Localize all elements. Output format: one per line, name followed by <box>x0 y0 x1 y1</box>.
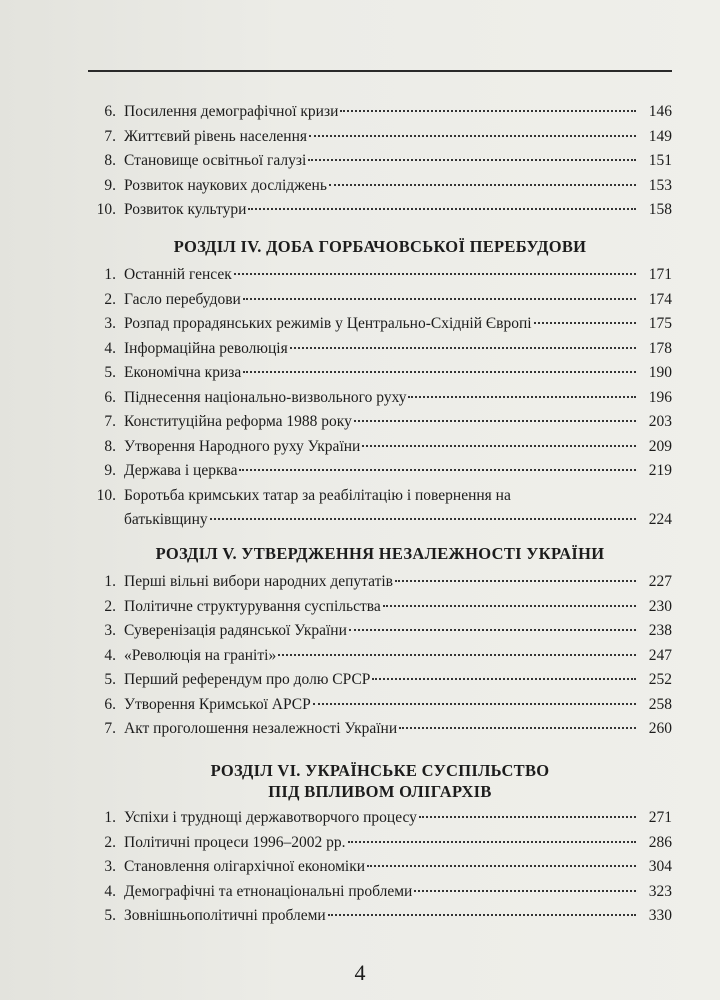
entry-page: 230 <box>648 597 672 615</box>
entry-number: 10. <box>96 201 116 218</box>
entry-number: 9. <box>104 462 116 479</box>
dot-leader <box>290 347 636 349</box>
entry-title: Розвиток культури <box>124 201 247 218</box>
toc-entry <box>88 570 672 595</box>
toc-entry <box>88 337 672 362</box>
entry-title: Перший референдум про долю СРСР <box>124 671 371 688</box>
entry-number: 4. <box>104 646 116 664</box>
entry-title: Політичне структурування суспільства <box>124 597 381 615</box>
entry-page: 158 <box>648 201 672 218</box>
entry-page: 247 <box>648 646 672 664</box>
entry-number: 8. <box>104 152 116 169</box>
entry-title: Успіхи і труднощі державотворчого процесу <box>124 809 417 826</box>
entry-number: 1. <box>104 809 116 826</box>
entry-title: Утворення Народного руху України <box>124 437 361 455</box>
entry-title: Конституційна реформа 1988 року <box>124 413 352 430</box>
dot-leader <box>313 703 636 705</box>
toc-entry <box>88 100 672 125</box>
entry-title: Перші вільні вибори народних депутатів <box>124 573 393 590</box>
entry-page: 178 <box>648 339 672 357</box>
entry-number: 5. <box>104 364 116 381</box>
entry-number: 8. <box>104 437 116 455</box>
entry-page: 219 <box>648 462 672 479</box>
entry-page: 323 <box>648 882 672 900</box>
toc-entry <box>88 831 672 856</box>
entry-page: 175 <box>648 315 672 332</box>
dot-leader <box>210 518 636 520</box>
entry-number: 4. <box>104 339 116 357</box>
page-number: 4 <box>354 960 366 985</box>
toc-entry <box>88 484 672 533</box>
dot-leader <box>243 298 636 300</box>
section-heading-line1: РОЗДІЛ VI. УКРАЇНСЬКЕ СУСПІЛЬСТВО <box>210 761 550 780</box>
entry-title: Гасло перебудови <box>124 290 241 308</box>
entry-page: 252 <box>648 671 672 688</box>
entry-title: Становище освітньої галузі <box>124 152 307 169</box>
toc-entry <box>88 198 672 223</box>
toc-entry <box>88 263 672 288</box>
section-heading-line2: ПІД ВПЛИВОМ ОЛІГАРХІВ <box>268 782 492 801</box>
dot-leader <box>328 914 636 916</box>
entry-number: 9. <box>104 176 116 194</box>
entry-page: 171 <box>648 266 672 283</box>
dot-leader <box>367 865 636 867</box>
entry-number: 4. <box>104 882 116 900</box>
toc-entry <box>88 644 672 669</box>
entry-title: Утворення Кримської АРСР <box>124 695 311 713</box>
entry-title: Становлення олігархічної економіки <box>124 858 366 875</box>
toc-entry <box>88 386 672 411</box>
entry-number: 6. <box>104 103 116 120</box>
toc-entry <box>88 361 672 386</box>
dot-leader <box>383 605 636 607</box>
dot-leader <box>399 727 636 729</box>
toc-entry <box>88 459 672 484</box>
dot-leader <box>534 322 636 324</box>
entry-number: 3. <box>104 858 116 875</box>
toc-entry <box>88 410 672 435</box>
toc-section-4 <box>88 236 672 533</box>
toc-entry <box>88 149 672 174</box>
dot-leader <box>362 445 636 447</box>
entry-title: Інформаційна революція <box>124 339 288 357</box>
dot-leader <box>349 629 636 631</box>
section-heading: РОЗДІЛ V. УТВЕРДЖЕННЯ НЕЗАЛЕЖНОСТІ УКРАЇНИ <box>155 544 605 563</box>
entry-title: Зовнішньополітичні проблеми <box>124 907 326 924</box>
dot-leader <box>348 841 636 843</box>
toc-entry <box>88 288 672 313</box>
entry-page: 271 <box>648 809 672 826</box>
entry-title: Посилення демографічної кризи <box>124 103 339 120</box>
entry-number: 5. <box>104 671 116 688</box>
entry-page: 304 <box>648 858 672 875</box>
dot-leader <box>308 159 636 161</box>
entry-title: Останній генсек <box>124 266 232 283</box>
entry-page: 174 <box>648 290 672 308</box>
toc-entry <box>88 880 672 905</box>
entry-page: 286 <box>648 833 672 851</box>
toc-entry <box>88 619 672 644</box>
entry-number: 5. <box>104 907 116 924</box>
entry-page: 151 <box>648 152 672 169</box>
toc-entry <box>88 904 672 929</box>
entry-page: 260 <box>648 720 672 737</box>
entry-page: 196 <box>648 388 672 406</box>
entry-page: 209 <box>648 437 672 455</box>
entry-title: Розпад прорадянських режимів у Центрально-Східній Європі <box>124 315 532 332</box>
entry-page: 190 <box>648 364 672 381</box>
entry-title: Піднесення національно-визвольного руху <box>124 388 407 406</box>
toc-entry <box>88 435 672 460</box>
toc-entry <box>88 174 672 199</box>
top-rule <box>88 70 672 72</box>
entry-page: 224 <box>648 511 672 528</box>
entry-title: Демографічні та етнонаціональні проблеми <box>124 882 413 900</box>
dot-leader <box>408 396 636 398</box>
entry-number: 1. <box>104 266 116 283</box>
dot-leader <box>239 469 636 471</box>
toc-entry <box>88 668 672 693</box>
entry-page: 258 <box>648 695 672 713</box>
entry-number: 3. <box>104 622 116 639</box>
entry-number: 7. <box>104 720 116 737</box>
entry-number: 6. <box>104 388 116 406</box>
dot-leader <box>354 420 636 422</box>
toc-entry <box>88 595 672 620</box>
dot-leader <box>372 678 636 680</box>
entry-title: Акт проголошення незалежності України <box>124 720 398 737</box>
entry-number: 2. <box>104 290 116 308</box>
dot-leader <box>248 208 636 210</box>
entry-number: 7. <box>104 127 116 145</box>
dot-leader <box>414 890 636 892</box>
entry-number: 3. <box>104 315 116 332</box>
toc-entry <box>88 312 672 337</box>
toc-entry <box>88 717 672 742</box>
entry-title: Суверенізація радянської України <box>124 622 347 639</box>
entry-number: 2. <box>104 597 116 615</box>
entry-page: 330 <box>648 907 672 924</box>
entry-title: Економічна криза <box>124 364 242 381</box>
entry-title-continued: батьківщину <box>124 511 208 528</box>
section-heading: РОЗДІЛ IV. ДОБА ГОРБАЧОВСЬКОЇ ПЕРЕБУДОВИ <box>173 237 587 256</box>
toc-section-5 <box>88 543 672 742</box>
toc-prev-section <box>88 100 672 223</box>
dot-leader <box>278 654 636 656</box>
entry-title: «Революція на граніті» <box>124 646 277 664</box>
entry-title: Розвиток наукових досліджень <box>124 176 327 194</box>
entry-title: Життєвий рівень населення <box>124 127 308 145</box>
toc-entry <box>88 693 672 718</box>
dot-leader <box>243 371 636 373</box>
entry-title: Політичні процеси 1996–2002 рр. <box>124 833 346 851</box>
toc-section-6 <box>88 760 672 929</box>
dot-leader <box>340 110 636 112</box>
entry-page: 153 <box>648 176 672 194</box>
entry-number: 10. <box>96 486 116 504</box>
entry-page: 203 <box>648 413 672 430</box>
entry-number: 6. <box>104 695 116 713</box>
entry-title: Держава і церква <box>124 462 238 479</box>
toc-entry <box>88 125 672 150</box>
entry-title: Боротьба кримських татар за реабілітацію і повернення на <box>124 486 511 504</box>
entry-page: 238 <box>648 622 672 639</box>
entry-page: 149 <box>648 127 672 145</box>
entry-page: 146 <box>648 103 672 120</box>
dot-leader <box>329 184 636 186</box>
dot-leader <box>419 816 636 818</box>
toc-entry <box>88 855 672 880</box>
dot-leader <box>309 135 636 137</box>
toc-entry <box>88 806 672 831</box>
dot-leader <box>234 273 636 275</box>
dot-leader <box>395 580 636 582</box>
entry-number: 1. <box>104 573 116 590</box>
entry-number: 7. <box>104 413 116 430</box>
entry-page: 227 <box>648 573 672 590</box>
entry-number: 2. <box>104 833 116 851</box>
